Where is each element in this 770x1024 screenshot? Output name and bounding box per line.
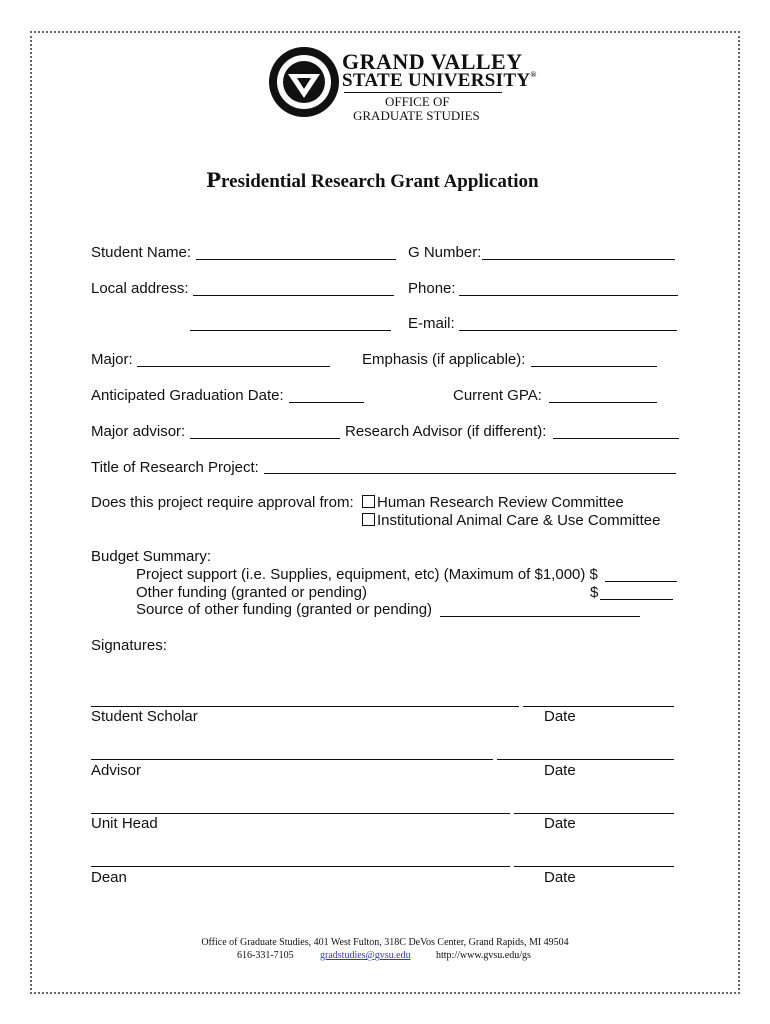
major-label: Major: [91,351,133,368]
g-number-field[interactable] [482,259,675,260]
budget-source-field[interactable] [440,616,640,617]
approval-option-human-research[interactable]: Human Research Review Committee [362,494,624,511]
graduation-date-field[interactable] [289,402,364,403]
research-advisor-label: Research Advisor (if different): [345,423,547,440]
local-address-label: Local address: [91,280,189,297]
dean-date-label: Date [544,869,576,886]
approval-option-animal-care[interactable]: Institutional Animal Care & Use Committee [362,512,660,529]
research-title-label: Title of Research Project: [91,459,259,476]
local-address-line-2-field[interactable] [190,330,391,331]
budget-other-funding-dollar: $ [590,584,599,601]
research-title-field[interactable] [264,473,676,474]
footer-email-link[interactable]: gradstudies@gvsu.edu [320,950,411,961]
animal-care-checkbox[interactable] [362,513,375,526]
local-address-field[interactable] [193,295,394,296]
approval-question: Does this project require approval from: [91,494,354,511]
logo-divider [344,92,502,93]
footer-website[interactable]: http://www.gvsu.edu/gs [436,950,531,961]
footer-address: Office of Graduate Studies, 401 West Fulton, 318C DeVos Center, Grand Rapids, MI 49504 [201,937,569,948]
major-advisor-field[interactable] [190,438,340,439]
research-advisor-field[interactable] [553,438,679,439]
major-field[interactable] [137,366,330,367]
budget-heading: Budget Summary: [91,548,212,565]
email-field[interactable] [459,330,677,331]
dean-signature-line[interactable] [91,866,510,867]
g-number-label: G Number: [408,244,482,261]
unit-head-date-line[interactable] [514,813,674,814]
budget-other-funding-label: Other funding (granted or pending) [136,584,367,601]
unit-head-date-label: Date [544,815,576,832]
dean-label: Dean [91,869,127,886]
budget-project-support-field[interactable] [605,581,677,582]
emphasis-label: Emphasis (if applicable): [362,351,526,368]
gvsu-logo-mark [268,46,340,118]
phone-label: Phone: [408,280,456,297]
logo-line-3: OFFICE OF [385,94,450,109]
advisor-date-label: Date [544,762,576,779]
email-label: E-mail: [408,315,455,332]
budget-other-funding-field[interactable] [600,599,673,600]
student-date-label: Date [544,708,576,725]
student-name-field[interactable] [196,259,396,260]
graduation-date-label: Anticipated Graduation Date: [91,387,284,404]
student-date-line[interactable] [523,706,674,707]
signatures-heading: Signatures: [91,637,167,654]
phone-field[interactable] [459,295,678,296]
logo-line-1: GRAND VALLEY [342,49,523,74]
footer-phone: 616-331-7105 [237,950,294,961]
student-signature-line[interactable] [91,706,519,707]
student-name-label: Student Name: [91,244,192,261]
gpa-field[interactable] [549,402,657,403]
human-research-checkbox[interactable] [362,495,375,508]
logo-line-2: STATE UNIVERSITY® [342,70,537,91]
student-scholar-label: Student Scholar [91,708,198,725]
logo-line-4: GRADUATE STUDIES [353,108,480,123]
budget-project-support-label: Project support (i.e. Supplies, equipment, etc) (Maximum of $1,000) $ [136,566,598,583]
emphasis-field[interactable] [531,366,657,367]
advisor-signature-line[interactable] [91,759,493,760]
footer-email[interactable] [320,950,411,961]
unit-head-label: Unit Head [91,815,158,832]
unit-head-signature-line[interactable] [91,813,510,814]
advisor-label: Advisor [91,762,142,779]
major-advisor-label: Major advisor: [91,423,186,440]
gpa-label: Current GPA: [453,387,542,404]
budget-source-label: Source of other funding (granted or pending) [136,601,433,618]
page-title: Presidential Research Grant Application [206,168,539,192]
advisor-date-line[interactable] [497,759,674,760]
dean-date-line[interactable] [514,866,674,867]
